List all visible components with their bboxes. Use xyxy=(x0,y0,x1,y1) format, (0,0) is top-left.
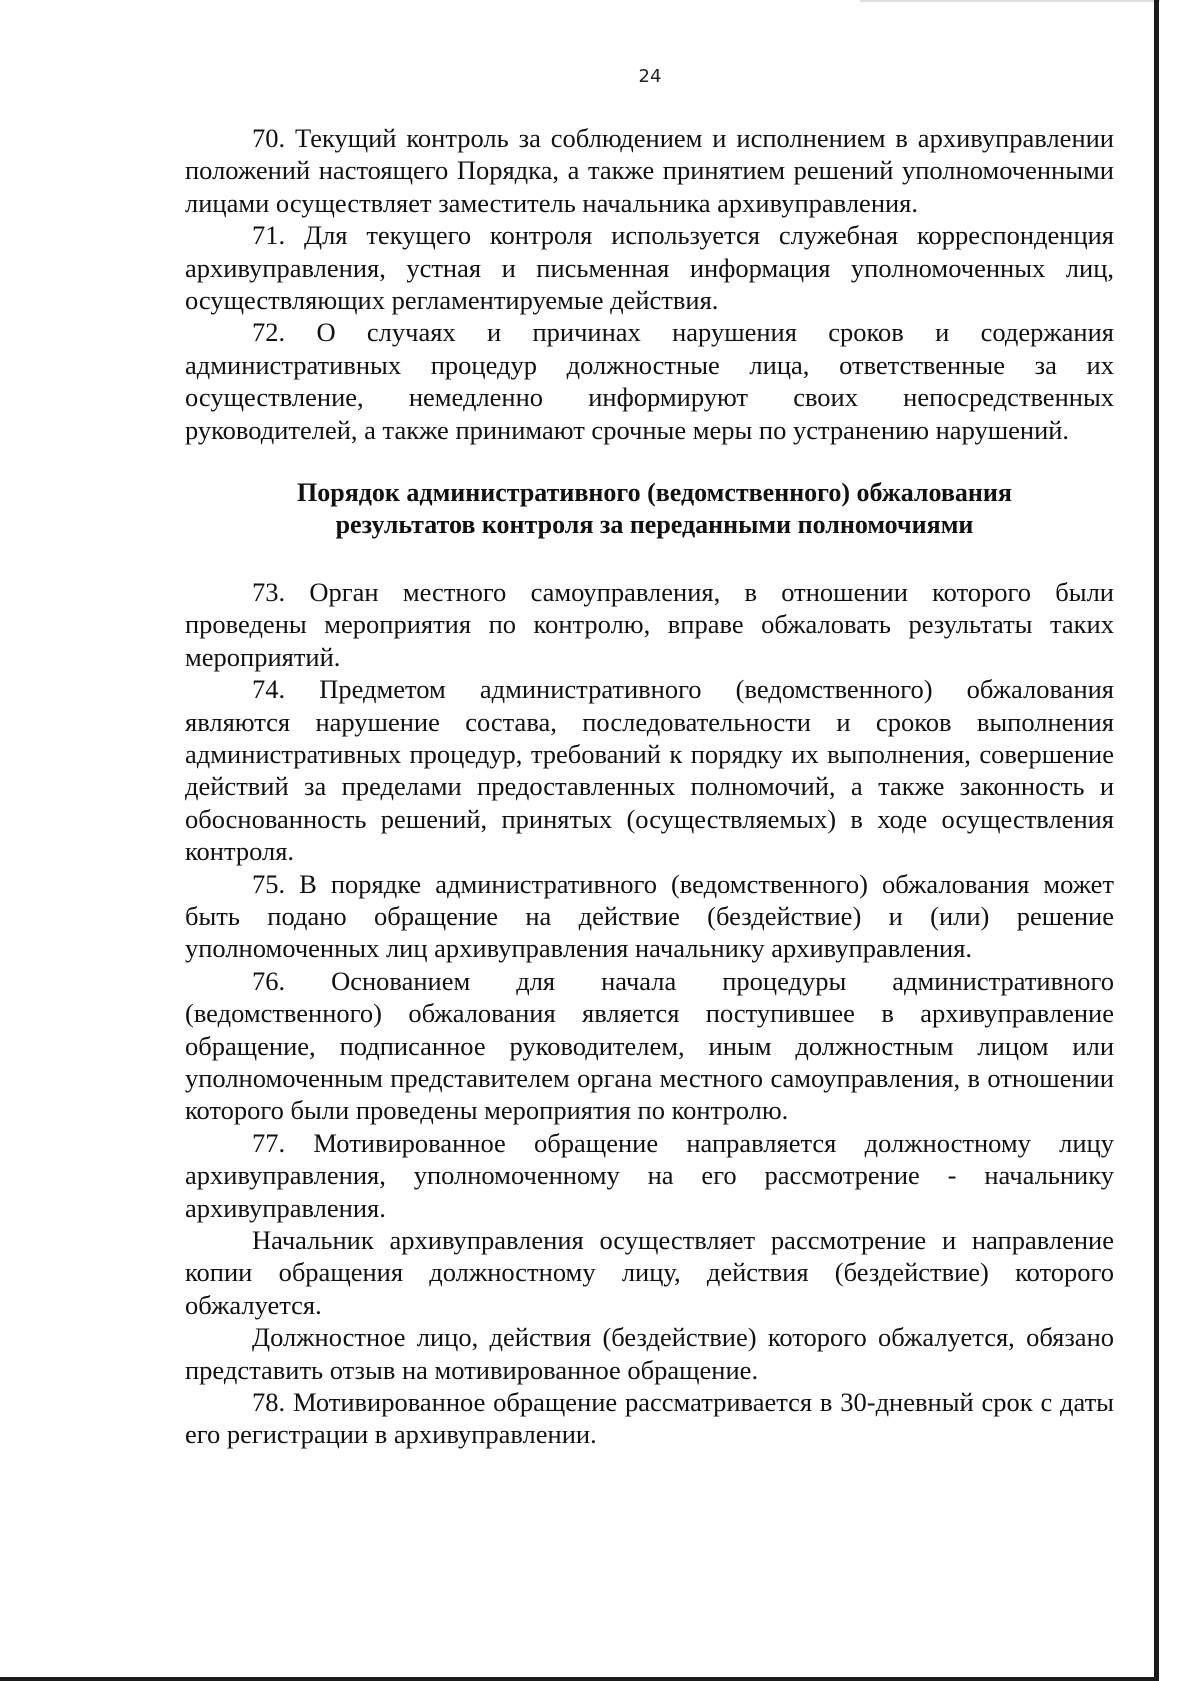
paragraph-77-review: Начальник архивуправления осуществляет рассмотрение и направление копии обращения должностному лицу, действия (бездействие) которого обжалуется. xyxy=(185,1225,1114,1320)
paragraph-71: 71. Для текущего контроля используется служебная корреспонденция архивуправления, устная и письменная информация уполномоченных лиц, осуществляющих регламентируемые действия. xyxy=(185,220,1114,316)
paragraph-70: 70. Текущий контроль за соблюдением и исполнением в архивуправлении положений настоящего Порядка, а также принятием решений уполномоченными лицами осуществляет заместитель начальника архивуправления. xyxy=(185,123,1114,218)
paragraph-75: 75. В порядке административного (ведомственного) обжалования может быть подано обращение на действие (бездействие) и (или) решение уполномоченных лиц архивуправления начальнику архивуправления. xyxy=(185,868,1114,964)
paragraph-74: 74. Предметом административного (ведомственного) обжалования являются нарушение состава, последовательности и сроков выполнения административных процедур, требований к порядку их выполнения, совершение действий за пределами предоставленных полномочий, а также законность и обоснованность решений, принятых (осуществляемых) в ходе осуществления контроля. xyxy=(185,674,1114,867)
section-heading-line-1: Порядок административного (ведомственного) обжалования xyxy=(297,478,1012,508)
paragraph-72: 72. О случаях и причинах нарушения сроков и содержания административных процедур должностные лица, ответственные за их осуществление, немедленно информируют своих непосредственных руководителей, а также принимают срочные меры по устранению нарушений. xyxy=(185,317,1114,445)
scan-right-edge xyxy=(1154,0,1159,1681)
paragraph-77: 77. Мотивированное обращение направляется должностному лицу архивуправления, уполномоченному на его рассмотрение - начальнику архивуправления. xyxy=(185,1127,1114,1223)
paragraph-76: 76. Основанием для начала процедуры административного (ведомственного) обжалования является поступившее в архивуправление обращение, подписанное руководителем, иным должностным лицом или уполномоченным представителем органа местного самоуправления, в отношении которого были проведены мероприятия по контролю. xyxy=(185,965,1114,1126)
paragraph-78: 78. Мотивированное обращение рассматривается в 30-дневный срок с даты его регистрации в архивуправлении. xyxy=(185,1387,1114,1450)
scan-top-edge xyxy=(860,0,1160,2)
document-body xyxy=(185,122,1114,1451)
paragraph-77-response: Должностное лицо, действия (бездействие) которого обжалуется, обязано представить отзыв на мотивированное обращение. xyxy=(185,1322,1114,1385)
page-number: 24 xyxy=(638,66,662,87)
scan-bottom-edge xyxy=(0,1677,1159,1681)
section-heading xyxy=(185,477,1114,542)
section-heading-line-2: результатов контроля за переданными полномочиями xyxy=(335,510,974,540)
paragraph-73: 73. Орган местного самоуправления, в отношении которого были проведены мероприятия по контролю, вправе обжаловать результаты таких мероприятий. xyxy=(185,576,1114,672)
